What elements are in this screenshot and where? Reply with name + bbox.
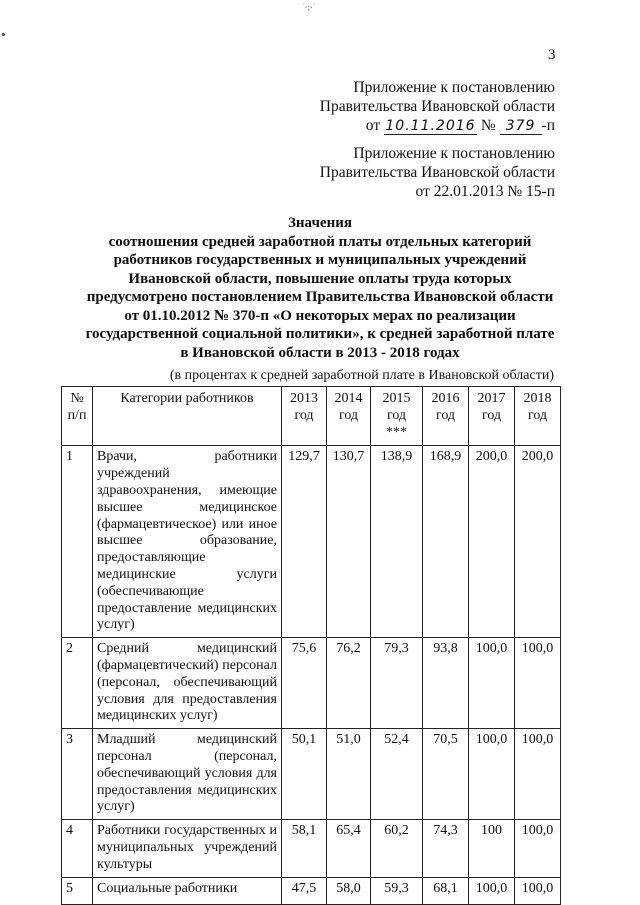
header-year: [515, 387, 561, 446]
row-category: Врачи, работники учреждений здравоохранения, имеющие высшее медицинское (фармацевтическое) или иное высшее образование, предоставляющие медицинские услуги (обеспечивающие предоставление медицинских услуг): [93, 446, 282, 638]
title-line: от 01.10.2012 № 370-п «О некоторых мерах по реализации: [124, 307, 516, 324]
document-title: [60, 214, 580, 362]
row-value: 50,1: [282, 729, 327, 820]
row-value: 52,4: [371, 729, 423, 820]
title-line: государственной социальной политики», к средней заработной плате: [85, 326, 555, 342]
header-year-suffix: год: [294, 407, 314, 423]
header-year-suffix: год: [527, 407, 548, 423]
table-row: [62, 638, 561, 729]
header-year: [371, 387, 423, 446]
header-year: [282, 387, 327, 446]
row-value: 59,3: [371, 878, 423, 905]
header-year: [327, 387, 371, 446]
header-year-value: 2015: [382, 391, 411, 406]
header-year-suffix: год: [435, 407, 456, 423]
row-value: 100,0: [469, 878, 515, 905]
number-sign: №: [480, 117, 496, 134]
row-value: 75,6: [282, 638, 327, 729]
row-value: 138,9: [371, 446, 423, 638]
header-year-value: 2017: [477, 391, 506, 406]
title-line: предусмотрено постановлением Правительства Ивановской области: [86, 289, 554, 305]
row-value: 58,1: [282, 820, 327, 878]
row-category: Работники государственных и муниципальных учреждений культуры: [93, 820, 282, 878]
row-value: 60,2: [371, 820, 423, 878]
row-value: 79,3: [371, 638, 423, 729]
row-number: 2: [62, 638, 93, 729]
row-value: 130,7: [327, 446, 371, 638]
row-value: 51,0: [327, 729, 371, 820]
header-year-value: 2018: [523, 391, 552, 406]
approval-original-line3: от 22.01.2013 № 15-п: [415, 183, 555, 200]
title-line: Ивановской области, повышение оплаты труда которых: [128, 270, 512, 287]
header-number: [62, 387, 93, 446]
row-value: 168,9: [423, 446, 469, 638]
table-row: [62, 729, 561, 820]
table-row: [62, 820, 561, 878]
row-category: Средний медицинский (фармацевтический) персонал (персонал, обеспечивающий условия для предоставления медицинских услуг): [93, 638, 282, 729]
row-value: 65,4: [327, 820, 371, 878]
header-year-suffix: год: [338, 407, 359, 423]
units-note: (в процентах к средней заработной плате в Ивановской области): [169, 368, 554, 383]
row-number: 5: [62, 878, 93, 905]
header-year-suffix: год: [481, 407, 502, 423]
approval-current-line3: [320, 116, 555, 135]
row-value: 47,5: [282, 878, 327, 905]
row-value: 100,0: [515, 729, 561, 820]
row-value: 100,0: [469, 729, 515, 820]
row-value: 93,8: [423, 638, 469, 729]
handwritten-date: 10.11.2016: [385, 118, 476, 134]
row-category: Младший медицинский персонал (персонал, обеспечивающий условия для предоставления медицинских услуг): [93, 729, 282, 820]
title-line: Значения: [288, 215, 352, 231]
header-year-suffix: год ***: [386, 407, 407, 440]
row-value: 100,0: [515, 820, 561, 878]
approval-from-label: от: [365, 117, 381, 134]
row-value: 58,0: [327, 878, 371, 905]
row-value: 129,7: [282, 446, 327, 638]
row-number: 4: [62, 820, 93, 878]
row-value: 200,0: [469, 446, 515, 638]
header-category: Категории работников: [93, 387, 282, 446]
row-value: 70,5: [423, 729, 469, 820]
number-suffix: -п: [541, 117, 555, 134]
approval-original: [320, 144, 555, 201]
scan-speck: [1, 32, 5, 36]
page-number: 3: [548, 47, 556, 63]
title-line: в Ивановской области в 2013 - 2018 годах: [180, 344, 460, 361]
table-row: [62, 878, 561, 905]
header-year-value: 2014: [334, 391, 363, 406]
header-year-value: 2013: [290, 391, 318, 406]
row-value: 74,3: [423, 820, 469, 878]
approval-current-line2: Правительства Ивановской области: [319, 98, 555, 115]
header-number-sign: №: [70, 391, 84, 406]
approval-current: [320, 78, 555, 135]
header-number-pp: п/п: [67, 407, 87, 423]
row-value: 100: [469, 820, 515, 878]
row-number: 3: [62, 729, 93, 820]
approval-original-line1: Приложение к постановлению: [353, 145, 555, 162]
scan-artifact: ˙ꞏ;ꞏ˙: [301, 3, 316, 12]
row-value: 100,0: [515, 878, 561, 905]
salary-ratio-table: [61, 386, 561, 905]
title-line: работников государственных и муниципальных учреждений: [113, 252, 527, 268]
approval-current-line1: Приложение к постановлению: [353, 79, 555, 96]
handwritten-number: 379: [500, 118, 542, 135]
row-value: 200,0: [515, 446, 561, 638]
row-value: 76,2: [327, 638, 371, 729]
row-value: 100,0: [469, 638, 515, 729]
row-category: Социальные работники: [93, 878, 282, 905]
approval-original-line2: Правительства Ивановской области: [319, 164, 555, 181]
table-header-row: [62, 387, 561, 446]
row-value: 100,0: [515, 638, 561, 729]
row-number: 1: [62, 446, 93, 638]
row-value: 68,1: [423, 878, 469, 905]
header-year: [469, 387, 515, 446]
header-year-value: 2016: [431, 391, 460, 406]
header-year: [423, 387, 469, 446]
table-row: [62, 446, 561, 638]
title-line: соотношения средней заработной платы отдельных категорий: [108, 233, 532, 250]
